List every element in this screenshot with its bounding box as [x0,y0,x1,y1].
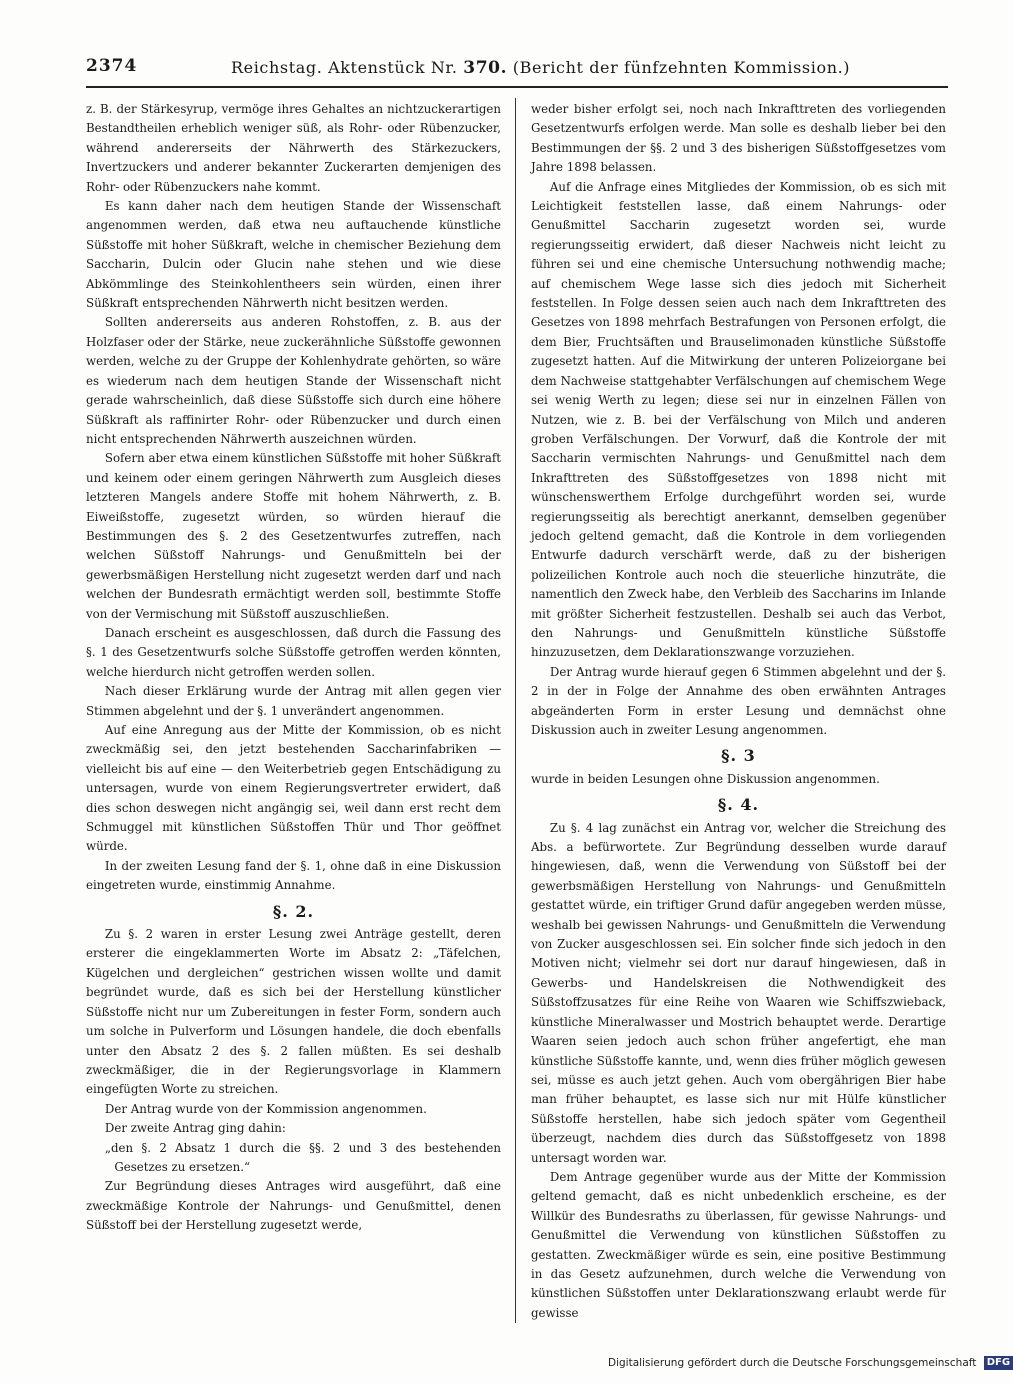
paragraph: Zur Begründung dieses Antrages wird ausgeführt, daß eine zweckmäßige Kontrole der Nahrungs- und Genußmittel, denen Süßstoff bei der Herstellung zugesetzt werde, [86,1179,501,1233]
paragraph: Sofern aber etwa einem künstlichen Süßstoffe mit hoher Süßkraft und keinem oder einem geringen Nährwerth zum Ausgleich dieses letzteren Mangels andere Stoffe mit hohem Nährwerth, z. B. Eiweißstoffe, zugesetzt würden, so würden hierauf die Bestimmungen des §. 2 des Gesetzentwurfes zutreffen, nach welchen Süßstoff Nahrungs- und Genußmitteln bei der gewerbsmäßigen Herstellung nicht zugesetzt werden darf und nach welchen der Bundesrath ermächtigt werden soll, bestimmte Stoffe von der Vermischung mit Süßstoff auszuschließen. [86,451,501,621]
document-number: 370. [463,58,508,78]
page-number: 2374 [86,56,138,76]
paragraph: weder bisher erfolgt sei, noch nach Inkrafttreten des vorliegenden Gesetzentwurfs erfolgen werde. Man solle es deshalb lieber bei den Bestimmungen der §§. 2 und 3 des bisherigen Süßstoffgesetzes vom Jahre 1898 belassen. [531,102,946,175]
paragraph: In der zweiten Lesung fand der §. 1, ohne daß in eine Diskussion eingetreten wurde, einstimmig Annahme. [86,858,501,893]
paragraph: Zu §. 2 waren in erster Lesung zwei Anträge gestellt, deren ersterer die eingeklammerten Worte im Absatz 2: „Täfelchen, Kügelchen und dergleichen“ gestrichen wissen wollte und damit begründet wurde, daß es sich bei der Herstellung künstlicher Süßstoffe nicht nur um Zubereitungen in fester Form, sondern auch um solche in Pulverform und Lösungen handele, die doch ebenfalls unter den Absatz 2 des §. 2 fallen müßten. Es sei deshalb zweckmäßiger, die in der Regierungsvorlage in Klammern eingefügten Worte zu streichen. [86,927,501,1097]
section-heading: §. 2. [272,901,315,921]
paragraph: Der zweite Antrag ging dahin: [104,1121,286,1136]
paragraph: Der Antrag wurde hierauf gegen 6 Stimmen abgelehnt und der §. 2 in der in Folge der Annahme des oben erwähnten Antrages abgeänderten Form in erster Lesung und demnächst ohne Diskussion auch in zweiter Lesung angenommen. [531,664,946,737]
credit-text: Digitalisierung gefördert durch die Deutsche Forschungsgemeinschaft [608,1357,977,1369]
column-divider [515,98,516,1323]
page-header [86,56,948,88]
paragraph: Es kann daher nach dem heutigen Stande der Wissenschaft angenommen werden, daß etwa neu auftauchende künstliche Süßstoffe mit hoher Süßkraft, welche in chemischer Beziehung dem Saccharin, Dulcin oder Glucin nahe stehen und wie diese Abkömmlinge des Steinkohlentheers sein würden, einen ihrer Süßkraft entsprechenden Nährwerth nicht besitzen werden. [86,199,501,311]
section-heading: §. 3 [721,746,756,766]
dfg-logo: DFG [984,1356,1013,1370]
paragraph: Sollten andererseits aus anderen Rohstoffen, z. B. aus der Holzfaser oder der Stärke, neue zuckerähnliche Süßstoffe gewonnen werden, welche zu der Gruppe der Kohlenhydrate gehörten, so wäre es wiederum nach dem heutigen Stande der Wissenschaft nicht gerade wahrscheinlich, daß diese Süßstoffe sich durch eine höhere Süßkraft als raffinirter Rohr- oder Rübenzucker und durch einen nicht entsprechenden Nährwerth auszeichnen würden. [86,315,501,446]
paragraph: z. B. der Stärkesyrup, vermöge ihres Gehaltes an nichtzuckerartigen Bestandtheilen erheblich weniger süß, als Rohr- oder Rübenzucker, während andererseits der Nährwerth des Stärkezuckers, Invertzuckers und anderer bekannter Zuckerarten demjenigen des Rohr- oder Rübenzuckers nahe kommt. [86,102,501,194]
paragraph: Nach dieser Erklärung wurde der Antrag mit allen gegen vier Stimmen abgelehnt und der §. 1 unverändert angenommen. [86,684,501,718]
paragraph: Zu §. 4 lag zunächst ein Antrag vor, welcher die Streichung des Abs. a befürwortete. Zur Begründung desselben wurde darauf hingewiesen, daß, wenn die Verwendung von Süßstoff bei der gewerbsmäßigen Herstellung von Nahrungs- und Genußmitteln gestattet würde, ein triftiger Grund dafür angegeben werden müsse, weshalb bei gewissen Nahrungs- und Genußmitteln die Verwendung von Zucker ausgeschlossen sei. Ein solcher finde sich jedoch in den Motiven nicht; vielmehr sei dort nur darauf hingewiesen, daß in Gewerbs- und Handelskreisen die Nothwendigkeit des Süßstoffzusatzes für eine Reihe von Waaren wie Schiffszwieback, künstliche Mineralwasser und Mostrich behauptet werde. Derartige Waaren seien jedoch auch schon früher angefertigt, ehe man künstliche Süßstoffe kannte, und, wenn dies früher möglich gewesen sei, müsse es auch jetzt gehen. Auch vom obergährigen Bier habe man früher behauptet, es lasse sich nur mit Hülfe künstlicher Süßstoffe herstellen, habe sich jedoch später vom Gegentheil überzeugt, nachdem dies durch das Süßstoffgesetz von 1898 untersagt worden war. [531,820,946,1165]
quoted-motion: „den §. 2 Absatz 1 durch die §§. 2 und 3 des bestehenden Gesetzes zu ersetzen.“ [104,1140,501,1174]
left-column [86,100,501,1236]
right-column [531,100,946,1323]
paragraph: Danach erscheint es ausgeschlossen, daß durch die Fassung des §. 1 des Gesetzentwurfs solche Süßstoffe getroffen werden könnten, welche hierdurch nicht getroffen werden sollen. [86,625,501,679]
paragraph: Auf die Anfrage eines Mitgliedes der Kommission, ob es sich mit Leichtigkeit feststellen lasse, daß einem Nahrungs- oder Genußmittel Saccharin zugesetzt worden sei, wurde regierungsseitig erwidert, daß dieser Nachweis nicht leicht zu führen sei und eine chemische Untersuchung nothwendig mache; auf chemischem Wege lasse sich dies jedoch mit Sicherheit feststellen. In Folge dessen seien auch nach dem Inkrafttreten des Gesetzes von 1898 mehrfach Bestrafungen von Personen erfolgt, die dem Bier, Fruchtsäften und Brauselimonaden künstliche Süßstoffe zugesetzt hatten. Auf die Mitwirkung der unteren Polizeiorgane bei dem Nachweise stattgehabter Verfälschungen auf chemischem Wege sei wenig Werth zu legen; diese sei nur in einzelnen Fällen von Nutzen, wie z. B. bei der Verfälschung von Milch und anderen groben Verfälschungen. Der Vorwurf, daß die Kontrole der mit Saccharin vermischten Nahrungs- und Genußmittel nach dem Inkrafttreten des Süßstoffgesetzes von 1898 nicht mit wünschenswerthem Erfolge durchgeführt worden sei, wurde regierungsseitig als berechtigt anerkannt, demselben gegenüber jedoch geltend gemacht, daß die Kontrole in dem vorliegenden Entwurfe dadurch verschärft werde, daß zu der bisherigen polizeilichen Kontrole auch noch die steuerliche hinzuträte, die namentlich den Zweck habe, den Verbleib des Saccharins im Inlande mit größter Sicherheit festzustellen. Deshalb sei auch das Verbot, den Nahrungs- und Genußmitteln künstliche Süßstoffe hinzuzusetzen, dem Deklarationszwange vorzuziehen. [531,179,946,660]
paragraph: wurde in beiden Lesungen ohne Diskussion angenommen. [531,771,880,786]
paragraph: Der Antrag wurde von der Kommission angenommen. [104,1101,427,1116]
section-heading: §. 4. [717,795,760,815]
running-title-suffix: (Bericht der fünfzehnten Kommission.) [512,58,851,77]
paragraph: Auf eine Anregung aus der Mitte der Kommission, ob es nicht zweckmäßig sei, den jetzt bestehenden Saccharinfabriken — vielleicht bis auf eine — den Weiterbetrieb gegen Entschädigung zu untersagen, wurde von einem Regierungsvertreter erwidert, daß dies schon deswegen nicht angängig sei, weil dann erst recht dem Schmuggel mit künstlichen Süßstoffen Thür und Thor geöffnet würde. [86,723,501,854]
digitization-credit [608,1356,1011,1374]
paragraph: Dem Antrage gegenüber wurde aus der Mitte der Kommission geltend gemacht, daß es nicht unbedenklich erscheine, es der Willkür des Bundesraths zu überlassen, für gewisse Nahrungs- und Genußmittel die Verwendung von künstlichen Süßstoffen zu gestatten. Zweckmäßiger würde es sein, eine positive Bestimmung in das Gesetz aufzunehmen, durch welche die Verwendung von künstlichen Süßstoffen unter Deklarationszwang erlaubt werde für gewisse [531,1169,946,1320]
running-title [231,58,951,78]
running-title-prefix: Reichstag. Aktenstück Nr. [231,58,458,77]
